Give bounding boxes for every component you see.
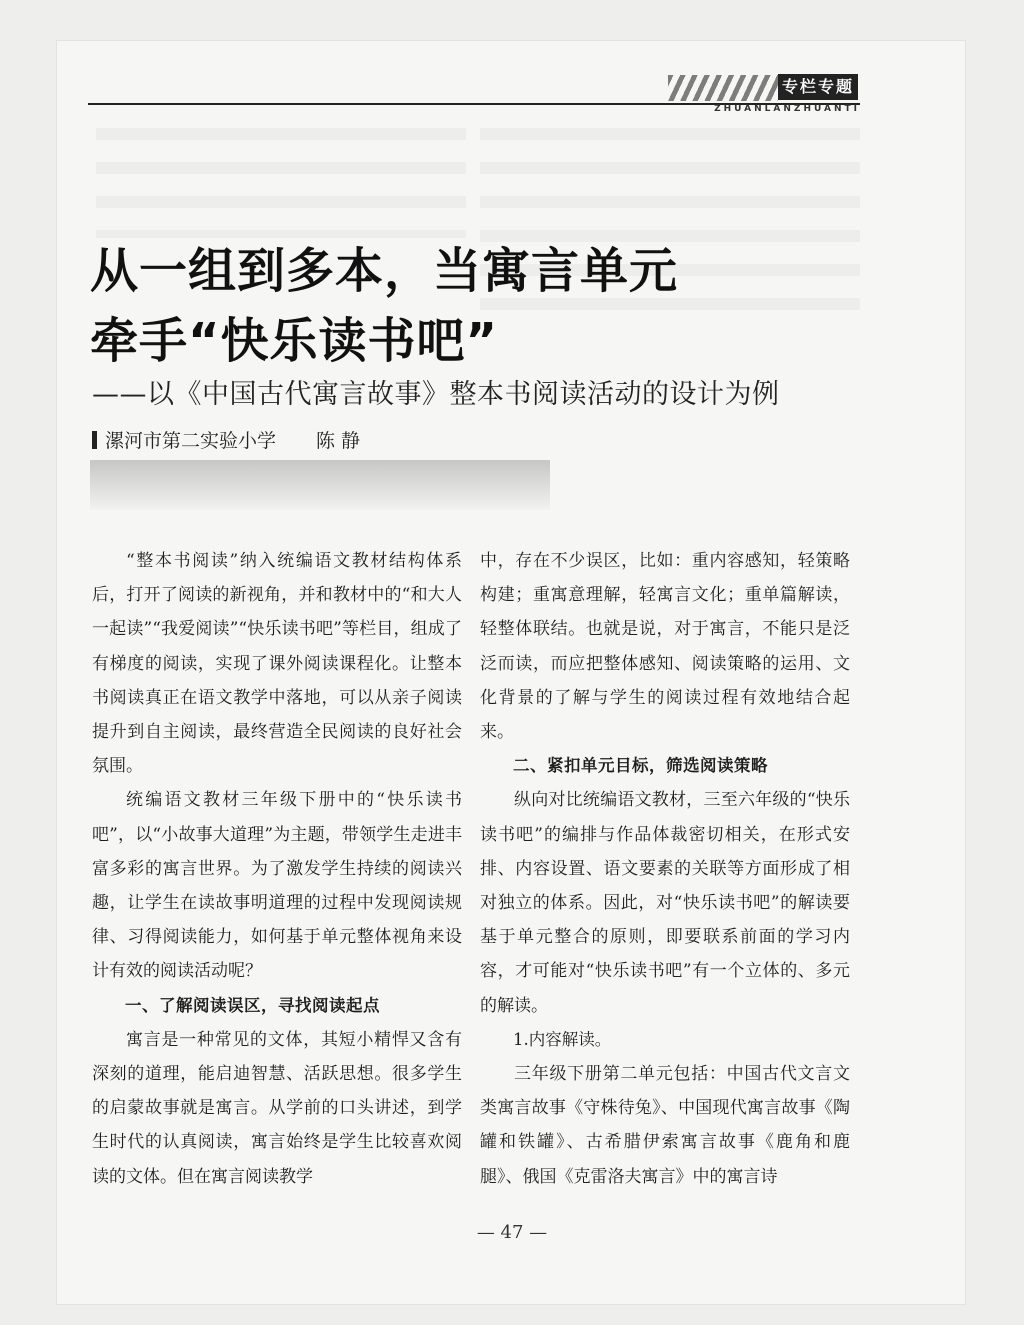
title-shade-band (90, 460, 550, 510)
paragraph: 三年级下册第二单元包括：中国古代文言文类寓言故事《守株待兔》、中国现代寓言故事《陶罐和铁罐》、古希腊伊索寓言故事《鹿角和鹿腿》、俄国《克雷洛夫寓言》中的寓言诗 (480, 1064, 850, 1187)
article-title-line-1: 从一组到多本，当寓言单元 (90, 243, 679, 299)
bleed-through-decoration (96, 118, 466, 238)
subsection-heading: 1.内容解读。 (513, 1029, 612, 1049)
author-affiliation: 漯河市第二实验小学 (105, 430, 277, 452)
paragraph: 寓言是一种常见的文体，其短小精悍又含有深刻的道理，能启迪智慧、活跃思想。很多学生的启蒙故事就是寓言。从学前的口头讲述，到学生时代的认真阅读，寓言始终是学生比较喜欢阅读的文体。但在寓言阅读教学 (92, 1029, 462, 1187)
paragraph: 中，存在不少误区，比如：重内容感知，轻策略构建；重寓意理解，轻寓言文化；重单篇解读，轻整体联结。也就是说，对于寓言，不能只是泛泛而读，而应把整体感知、阅读策略的运用、文化背景的了解与学生的阅读过程有效地结合起来。 (480, 551, 850, 743)
paragraph: “整本书阅读”纳入统编语文教材结构体系后，打开了阅读的新视角，并和教材中的“和大人一起读”“我爱阅读”“快乐读书吧”等栏目，组成了有梯度的阅读，实现了课外阅读课程化。让整本书阅读真正在语文教学中落地，可以从亲子阅读提升到自主阅读，最终营造全民阅读的良好社会氛围。 (92, 551, 462, 777)
section-label: 专栏专题 (778, 74, 858, 100)
section-pinyin: ZHUANLANZHUANTI (714, 104, 860, 114)
section-heading: 二、紧扣单元目标，筛选阅读策略 (513, 756, 768, 776)
paragraph: 纵向对比统编语文教材，三至六年级的“快乐读书吧”的编排与作品体裁密切相关，在形式安排、内容设置、语文要素的关联等方面形成了相对独立的体系。因此，对“快乐读书吧”的解读要基于单元整合的原则，即要联系前面的学习内容，才可能对“快乐读书吧”有一个立体的、多元的解读。 (480, 790, 850, 1016)
article-subtitle: ——以《中国古代寓言故事》整本书阅读活动的设计为例 (92, 379, 780, 410)
author-marker-icon (92, 431, 97, 449)
paragraph: 统编语文教材三年级下册中的“快乐读书吧”，以“小故事大道理”为主题，带领学生走进丰富多彩的寓言世界。为了激发学生持续的阅读兴趣，让学生在读故事明道理的过程中发现阅读规律、习得阅读能力，如何基于单元整体视角来设计有效的阅读活动呢？ (92, 790, 462, 982)
article-title-line-2: 牵手“快乐读书吧” (90, 313, 499, 369)
page-number: — 47 — (476, 1222, 548, 1243)
right-column (480, 544, 850, 1194)
author-line (92, 426, 360, 453)
left-column (92, 544, 462, 1194)
author-name: 陈 静 (316, 430, 361, 452)
header-stripes-decoration (668, 75, 778, 101)
section-heading: 一、了解阅读误区，寻找阅读起点 (125, 995, 380, 1015)
